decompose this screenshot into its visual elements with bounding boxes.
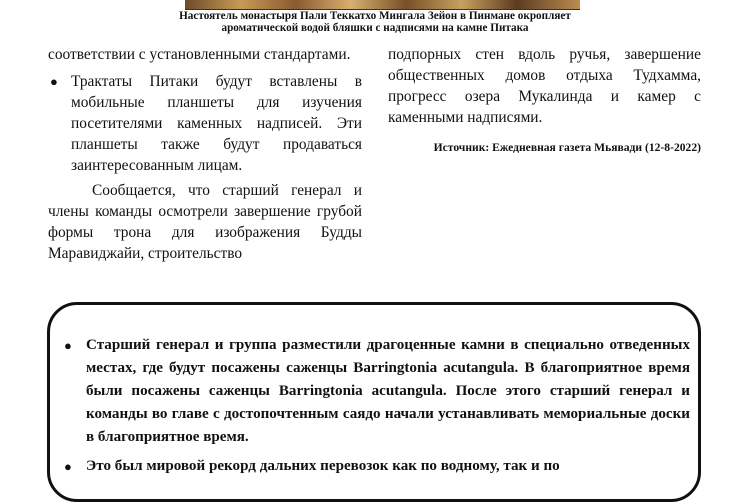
box-list — [64, 334, 690, 484]
left-bullet-item — [48, 71, 362, 176]
right-paragraph: подпорных стен вдоль ручья, завершение общественных домов отдыха Тудхамма, прогресс озера Мукалинда и камер с каменными надписями. — [388, 46, 701, 126]
highlight-box — [47, 302, 701, 502]
right-column — [388, 44, 701, 155]
left-column — [48, 44, 362, 264]
bullet-icon: ● — [50, 74, 58, 89]
box-item-1-text: Старший генерал и группа разместили драгоценные камни в специально отведенных местах, где будут посажены саженцы Barringtonia acutangula. В благоприятное время были посажены саженцы Barringtonia acutangula. После этого старший генерал и команды во главе с достопочтенным саядо начали устанавливать мемориальные доски в благоприятное время. — [86, 337, 690, 445]
box-item-2 — [64, 455, 690, 478]
bullet-icon: ● — [64, 459, 72, 474]
bullet-icon: ● — [64, 338, 72, 353]
caption-line-1: Настоятель монастыря Пали Теккатхо Мингала Зейон в Пинмане окропляет — [179, 10, 571, 22]
left-bullet-text: Трактаты Питаки будут вставлены в мобильные планшеты для изучения посетителями каменных надписей. Эти планшеты также будут продаваться заинтересованным лицам. — [71, 73, 362, 174]
caption-line-2: ароматической водой бляшки с надписями на камне Питака — [221, 22, 529, 34]
photo-caption — [120, 10, 630, 34]
photo — [185, 0, 580, 10]
box-item-1 — [64, 334, 690, 449]
box-item-2-text: Это был мировой рекорд дальних перевозок как по водному, так и по — [86, 458, 560, 474]
source-line: Источник: Ежедневная газета Мьявади (12-8-2022) — [433, 141, 701, 154]
left-paragraph: Сообщается, что старший генерал и члены команды осмотрели завершение грубой формы трона для изображения Будды Маравиджайи, строительство — [48, 182, 362, 262]
left-fragment: соответствии с установленными стандартами. — [48, 46, 351, 63]
